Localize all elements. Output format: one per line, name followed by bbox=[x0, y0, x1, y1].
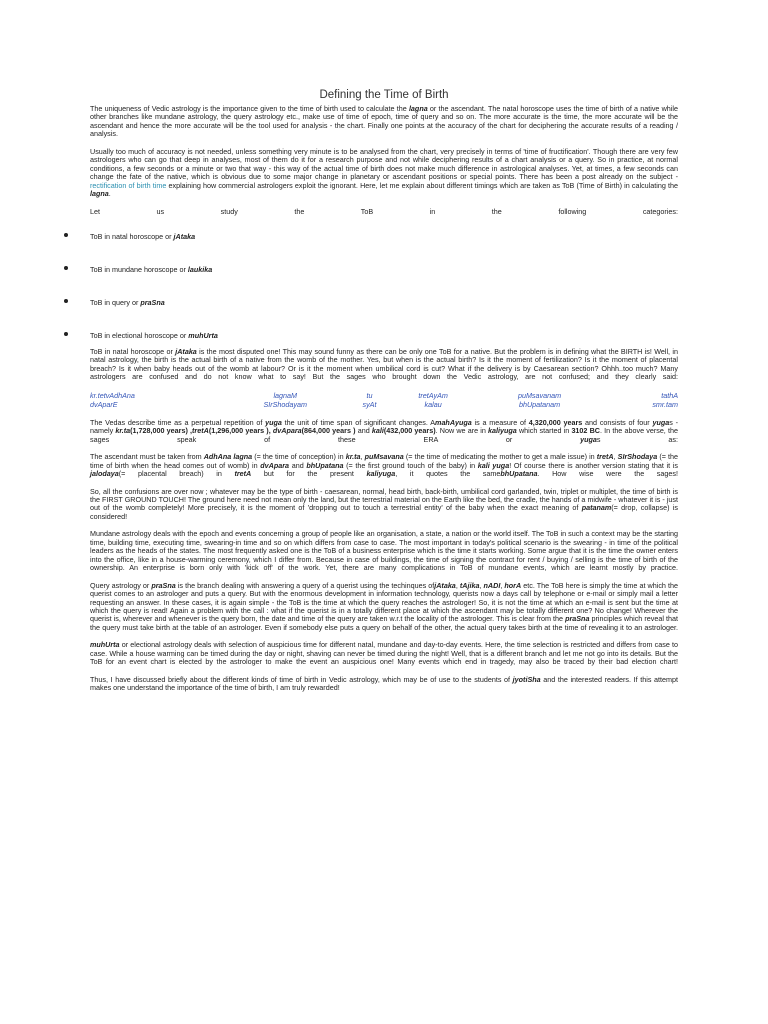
text: but for the present bbox=[251, 469, 367, 479]
text: and bbox=[355, 426, 372, 436]
term: kali bbox=[371, 426, 384, 436]
number: (1,728,000 years) , bbox=[130, 426, 193, 436]
ascendant-paragraph bbox=[90, 453, 678, 478]
term: jAtaka bbox=[173, 231, 196, 241]
text: (= the time of conception) in bbox=[252, 452, 346, 462]
list-item bbox=[64, 331, 678, 340]
term: tretA bbox=[596, 452, 614, 462]
mundane-paragraph: Mundane astrology deals with the epoch and events concerning a group of people like an organisation, a state, a nation or the world itself. The ToB in such a context may be the starting time, building time, executing time, swearing-in time and so on which differs from case to case. The most important in today's political scenario is the swearing - in time of the political leaders as the heads of the states. The most frequently asked one is the ToB of a business enterprise which is the time it starts working. Some argue that it is the time the owner enters into the office, like in a house-warming ceremony, which I differ from. Because in case of buildings, the time of signing the contract for rent / buying / selling is the time of birth of the ownership. An enterprise is born only with 'kick off' of the work. Yet, there are many complications in ToB of mundane events, which are learnt mostly by practice. bbox=[90, 529, 678, 573]
term: tretA bbox=[192, 426, 209, 436]
text: , bbox=[360, 452, 365, 462]
text: (= the time of birth when the head comes out of womb) in bbox=[90, 452, 679, 470]
text: etc. The ToB here is simply the time at which the querist comes to an astrologer and puts a query. But with the enormous development in information technology, querists now a days call by telephone or e-mail or simply mail a letter requesting an answer. In these cases, it is again simple - the ToB is the time at which the query reaches the astrologer! So, it is not the time at which an e-mail is sent but the time at which the query is read! Again a problem with the call : what if the querist is in a totally different place at which the ascendant may be totally different one? No change! Wherever the querist is, wherever and whenever is the query born, the date and time of the query are taken w.r.t the locality of the astrologer. This is clear from the bbox=[90, 580, 678, 624]
term: dvApara bbox=[272, 426, 302, 436]
term: bhUpatana bbox=[500, 469, 538, 479]
text: or the ascendant. The natal horoscope uses the time of birth of a native while other branches like mundane astrology, the query astrology etc., make use of time of epoch, time of query and so on. The more accurate is the time, the more accurate will be the ascendant and hence the more accurate will be the tool used for analysis - the chart. Finally one points at the accuracy of the chart for deciphering the accurate results of a reading / analysis. bbox=[90, 104, 678, 139]
text: ToB in electional horoscope or bbox=[90, 330, 189, 340]
text: (= drop, collapse) is considered! bbox=[90, 503, 678, 521]
muhurta-paragraph bbox=[90, 641, 678, 666]
bullet-icon bbox=[64, 266, 68, 270]
term: lagna bbox=[90, 189, 109, 199]
category-list bbox=[64, 232, 678, 340]
text: principles which reveal that the query must take birth at the table of an astrologer. Even if somebody else puts a query on behalf of the other, the actual query takes birth at the time of revealing it to an astrologer. bbox=[90, 614, 678, 632]
text: The ascendant must be taken from bbox=[90, 452, 204, 462]
term: muhUrta bbox=[188, 330, 218, 340]
verse-word: kr.tetvAdhAna bbox=[90, 390, 135, 400]
text: is the branch dealing with answering a query of a querist using the techinques of bbox=[175, 580, 435, 590]
text: ToB in natal horoscope or bbox=[90, 231, 174, 241]
term: kr.ta bbox=[345, 452, 361, 462]
term: praSna bbox=[565, 614, 590, 624]
text: and consists of four bbox=[582, 417, 653, 427]
term: dvApara bbox=[260, 460, 290, 470]
confusions-paragraph bbox=[90, 488, 678, 522]
text: , bbox=[479, 580, 484, 590]
text: . bbox=[108, 189, 111, 199]
term: mahAyuga bbox=[435, 417, 472, 427]
text: and the interested readers. If this attempt makes one understand the importance of the time of birth, I am truly rewarded! bbox=[90, 674, 678, 693]
term: AdhAna lagna bbox=[203, 452, 253, 462]
text: or electional astrology deals with selection of auspicious time for different natal, mundane and day-to-day events. Here, the time selection is restricted and differs from case to case. While a house warming can be timed during the day or night, shaving can never be timed during the night! Well, that is a different branch and let me not go into its details. But the ToB for an event chart is elected by the astrologer to make the event an auspicious one! Many events which end in tragedy, may also be traced by their bad election chart! bbox=[90, 640, 678, 667]
text: Usually too much of accuracy is not needed, unless something very minute is to be analysed from the chart, very precisely in terms of 'time of fructification'. Though there are very few astrologers who can go that deep in analyses, most of them do it for a research purpose and not while deciphering results of a chart analysis or a query. So in practice, at normal conditions, a few seconds or a minute or two that way - this way of the actual time of birth does not make much difference in astrological analyses. Yet, at times, a few seconds can change the fate of the native, which is obvious due to some major change in planetary or ascendant positions or special points. There has been a post already on the subject - bbox=[90, 146, 678, 182]
verse-word: kalau bbox=[424, 399, 442, 409]
number: (864,000 years ) bbox=[301, 426, 356, 436]
categories-intro: Let us study the ToB in the following categories: bbox=[90, 206, 678, 216]
text: is a measure of bbox=[471, 417, 529, 427]
text: So, all the confusions are over now ; whatever may be the type of birth - caesarean, normal, head birth, back-birth, umbilical cord garlanded, twin, triplet or multiplet, the time of birth is the FIRST GROUND TOUCH! The ground here need not mean only the land, but the terrestrial material on the Earth like the bed, the cradle, the hands of a midwife - whatever it is - just out of the womb completely! More precisely, it is the moment of 'dropping out to touch a terrestrial entity' of the baby when the exact meaning of bbox=[90, 486, 678, 513]
text: s - namely bbox=[90, 417, 678, 436]
term: SIrShodaya bbox=[617, 452, 658, 462]
intro-paragraph bbox=[90, 105, 678, 139]
verse-word: SIrShodayam bbox=[263, 399, 307, 409]
verse-word: syAt bbox=[362, 399, 377, 409]
term: kali yuga bbox=[477, 460, 510, 470]
vedas-paragraph bbox=[90, 419, 678, 444]
article bbox=[90, 89, 678, 702]
term: bhUpatana bbox=[306, 460, 344, 470]
number: 4,320,000 years bbox=[528, 417, 583, 427]
term: jAtaka bbox=[434, 580, 456, 590]
verse-word: tathA bbox=[661, 390, 678, 400]
sanskrit-verse bbox=[90, 391, 678, 409]
term: yuga bbox=[580, 434, 597, 444]
text: ToB in mundane horoscope or bbox=[90, 264, 188, 274]
verse-word: bhUpatanam bbox=[518, 399, 561, 409]
text: (= the first ground touch of the baby) in bbox=[343, 460, 478, 470]
query-paragraph bbox=[90, 582, 678, 633]
text: The Vedas describe time as a perpetual repetition of bbox=[90, 417, 266, 427]
text: Thus, I have discussed briefly about the different kinds of time of birth in Vedic astrology, which may be of use to the students of bbox=[90, 674, 513, 684]
list-item bbox=[64, 298, 678, 307]
accuracy-paragraph bbox=[90, 148, 678, 199]
term: tAjika bbox=[459, 580, 480, 590]
text: Query astrology or bbox=[90, 580, 152, 590]
page-title: Defining the Time of Birth bbox=[319, 89, 449, 101]
text: is the most disputed one! This may sound funny as there can be only one ToB for a native. But the problem is in defining what the BIRTH is! Well, in natal astrology, the birth is the actual birth of a native from the womb of the mother. Yes, but when is the actual birth? Is it the moment of fertilization? Is it the moment of placental breach? Is it when baby heads out of the womb at labour? Or is it the moment when umbilical cord is cut? What if the delivery is by Caesarean section? Ohhh..too much? Many astrologers are confused and do not know what to say! But the sages who brought down the Vedic astrology, are not confused; and they clearly said: bbox=[90, 346, 678, 382]
verse-word: lagnaM bbox=[273, 390, 298, 400]
term: kaliyuga bbox=[366, 469, 396, 479]
text: . In the above verse, the sages speak of these ERA or bbox=[90, 426, 678, 444]
verse-word: puMsavanam bbox=[517, 390, 562, 400]
term: yuga bbox=[265, 417, 282, 427]
list-item bbox=[64, 265, 678, 274]
verse-word: dvAparE bbox=[90, 399, 118, 409]
bullet-icon bbox=[64, 332, 68, 336]
number: 3102 BC bbox=[571, 426, 600, 436]
term: laukika bbox=[187, 264, 213, 274]
term: jAtaka bbox=[175, 346, 197, 356]
text: (= placental breach) in bbox=[118, 469, 235, 479]
list-item bbox=[64, 232, 678, 241]
term: jyotiSha bbox=[512, 674, 541, 684]
text: , bbox=[613, 452, 618, 462]
bullet-icon bbox=[64, 299, 68, 303]
number: (432,000 years) bbox=[383, 426, 436, 436]
term: kr.ta bbox=[115, 426, 131, 436]
number: (1,296,000 years ), bbox=[208, 426, 273, 436]
verse-word: tu bbox=[366, 390, 373, 400]
term: patanam bbox=[581, 503, 612, 513]
text: , bbox=[500, 580, 505, 590]
text: and bbox=[289, 460, 307, 470]
term: muhUrta bbox=[90, 640, 120, 650]
term: praSna bbox=[151, 580, 176, 590]
text: , it quotes the same bbox=[395, 469, 501, 479]
text: which started in bbox=[516, 426, 572, 436]
natal-paragraph bbox=[90, 348, 678, 382]
term: yuga bbox=[652, 417, 670, 427]
text: ! Of course there is another version stating that it is bbox=[509, 460, 678, 470]
text: the unit of time span of significant changes. A bbox=[281, 417, 436, 427]
text: . Now we are in bbox=[435, 426, 489, 436]
text: (= the time of medicating the mother to get a male issue) in bbox=[403, 452, 597, 462]
rectification-link[interactable]: rectification of birth time bbox=[90, 180, 167, 190]
text: ToB in query or bbox=[90, 297, 141, 307]
term: lagna bbox=[408, 104, 428, 113]
text: , bbox=[455, 580, 460, 590]
term: tretA bbox=[234, 469, 252, 479]
verse-word: tretAyAm bbox=[418, 390, 448, 400]
text: ToB in natal horoscope or bbox=[90, 346, 176, 356]
text: explaining how commercial astrologers exploit the ignorant. Here, let me explain about different timings which are taken as ToB (Time of Birth) in calculating the bbox=[166, 180, 678, 190]
term: praSna bbox=[140, 297, 165, 307]
closing-paragraph bbox=[90, 676, 678, 693]
term: kaliyuga bbox=[488, 426, 517, 436]
term: jalodaya bbox=[90, 469, 119, 479]
text: s as: bbox=[596, 434, 678, 444]
term: nADI bbox=[483, 580, 501, 590]
text: The uniqueness of Vedic astrology is the importance given to the time of birth used to calculate the bbox=[90, 104, 409, 113]
text: . How wise were the sages! bbox=[537, 469, 678, 479]
term: horA bbox=[504, 580, 522, 590]
verse-line bbox=[90, 391, 678, 400]
verse-word: smr.tam bbox=[652, 399, 678, 409]
bullet-icon bbox=[64, 233, 68, 237]
verse-line bbox=[90, 400, 678, 409]
term: puMsavana bbox=[364, 452, 404, 462]
